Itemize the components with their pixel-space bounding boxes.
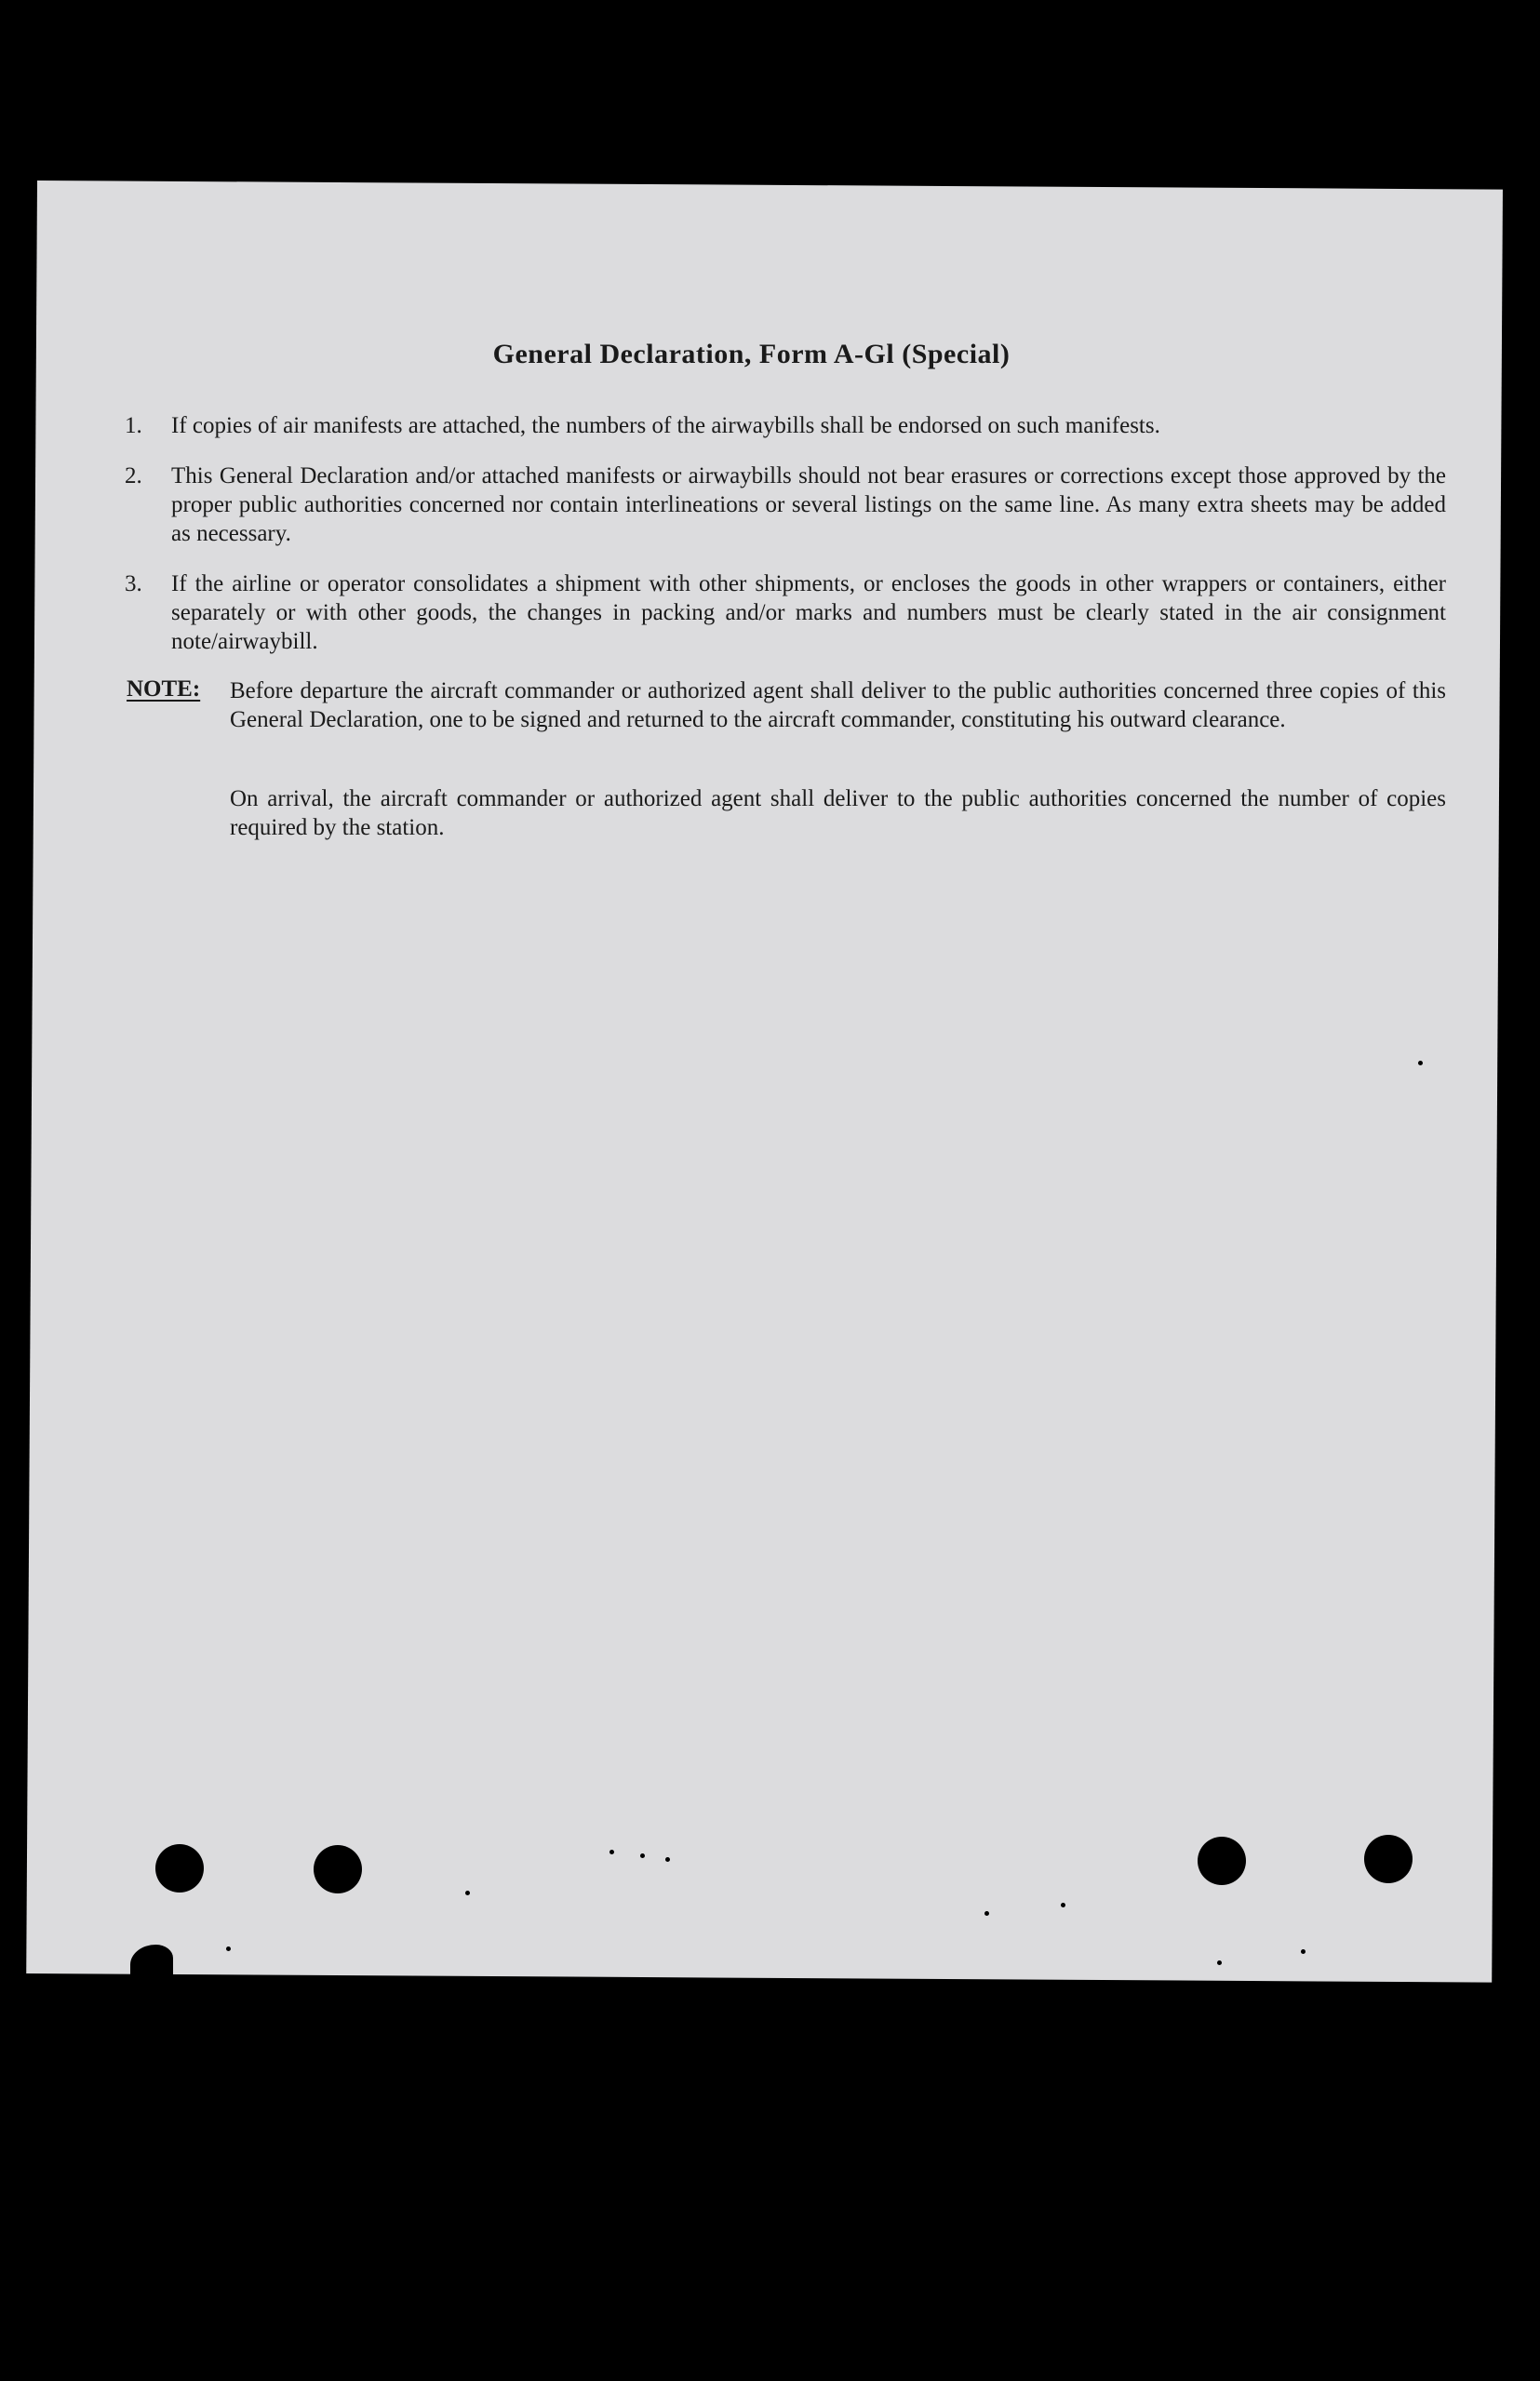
punch-hole [155,1844,204,1893]
scan-speck [465,1891,470,1895]
scan-speck [609,1850,614,1854]
punch-hole [1364,1835,1413,1883]
scan-speck [1217,1960,1222,1965]
scan-speck [984,1911,989,1916]
scan-speck [665,1857,670,1862]
scan-speck [1418,1061,1423,1065]
item-number: 3. [125,571,142,596]
instruction-item-1 [125,411,1446,440]
document-title: General Declaration, Form A-Gl (Special) [492,339,1011,369]
scan-speck [1061,1903,1065,1907]
note-paragraph-departure: Before departure the aircraft commander or authorized agent shall deliver to the public authorities concerned three copies of this General Declaration, one to be signed and returned to the aircraft commander, constituting his outward clearance. [230,678,1446,732]
scan-speck [1301,1949,1306,1954]
note-label: NOTE: [127,676,201,702]
scan-speck [226,1946,231,1951]
item-number: 1. [125,413,142,438]
scan-speck [640,1853,645,1858]
document-page [26,181,1503,1983]
item-text: If copies of air manifests are attached, the numbers of the airwaybills shall be endorsed on such manifests. [171,413,1160,438]
instruction-item-2 [125,461,1446,548]
instruction-item-3 [125,569,1446,656]
item-text: If the airline or operator consolidates a shipment with other shipments, or encloses the goods in other wrappers or containers, either separately or with other goods, the changes in packing and/or marks and numbers must be clearly stated in the air consignment note/airwaybill. [171,571,1446,654]
item-number: 2. [125,463,142,488]
item-text: This General Declaration and/or attached manifests or airwaybills should not bear erasures or corrections except those approved by the proper public authorities concerned nor contain interlineations or several listings on the same line. As many extra sheets may be added as necessary. [171,463,1446,546]
punch-hole [1198,1837,1246,1885]
punch-hole [314,1845,362,1893]
note-paragraph-arrival: On arrival, the aircraft commander or authorized agent shall deliver to the public authorities concerned the number of copies required by the station. [230,786,1446,840]
